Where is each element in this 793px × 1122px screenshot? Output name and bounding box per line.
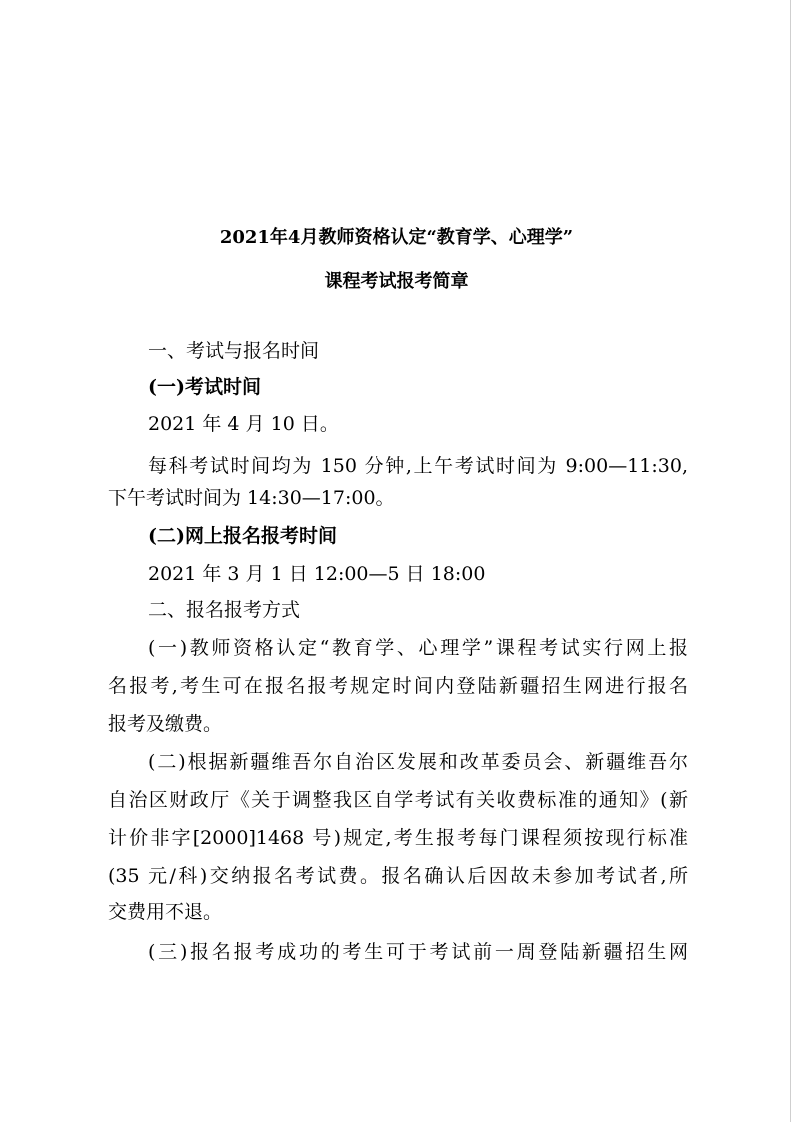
section-2-heading: 二、报名报考方式 xyxy=(148,599,301,621)
item-1-line-2: 名报考,考生可在报名报考规定时间内登陆新疆招生网进行报名 xyxy=(108,675,688,697)
document-title-line-1: 2021年4月教师资格认定“教育学、心理学” xyxy=(219,227,574,248)
document-title-line-2: 课程考试报考简章 xyxy=(324,271,469,292)
subsection-exam-time-heading: (一)考试时间 xyxy=(148,376,261,398)
exam-duration-line-2: 下午考试时间为 14:30—17:00。 xyxy=(108,487,395,509)
item-2-line-5: 交费用不退。 xyxy=(108,901,223,923)
item-2-line-1: (二)根据新疆维吾尔自治区发展和改革委员会、新疆维吾尔 xyxy=(148,751,688,773)
registration-time: 2021 年 3 月 1 日 12:00—5 日 18:00 xyxy=(148,563,486,585)
item-2-line-4: (35 元/科)交纳报名考试费。报名确认后因故未参加考试者,所 xyxy=(108,865,688,887)
item-1-line-3: 报考及缴费。 xyxy=(108,713,223,735)
item-2-line-3: 计价非字[2000]1468 号)规定,考生报考每门课程须按现行标准 xyxy=(108,827,688,849)
subsection-registration-time-heading: (二)网上报名报考时间 xyxy=(148,525,337,547)
section-1-heading: 一、考试与报名时间 xyxy=(148,340,320,362)
item-2-line-2: 自治区财政厅《关于调整我区自学考试有关收费标准的通知》(新 xyxy=(108,789,688,811)
item-3-line-1: (三)报名报考成功的考生可于考试前一周登陆新疆招生网 xyxy=(148,941,688,963)
exam-date: 2021 年 4 月 10 日。 xyxy=(148,413,339,435)
item-1-line-1: (一)教师资格认定“教育学、心理学”课程考试实行网上报 xyxy=(148,637,688,659)
exam-duration-line-1: 每科考试时间均为 150 分钟,上午考试时间为 9:00—11:30, xyxy=(148,455,688,477)
page-edge xyxy=(790,0,791,1122)
